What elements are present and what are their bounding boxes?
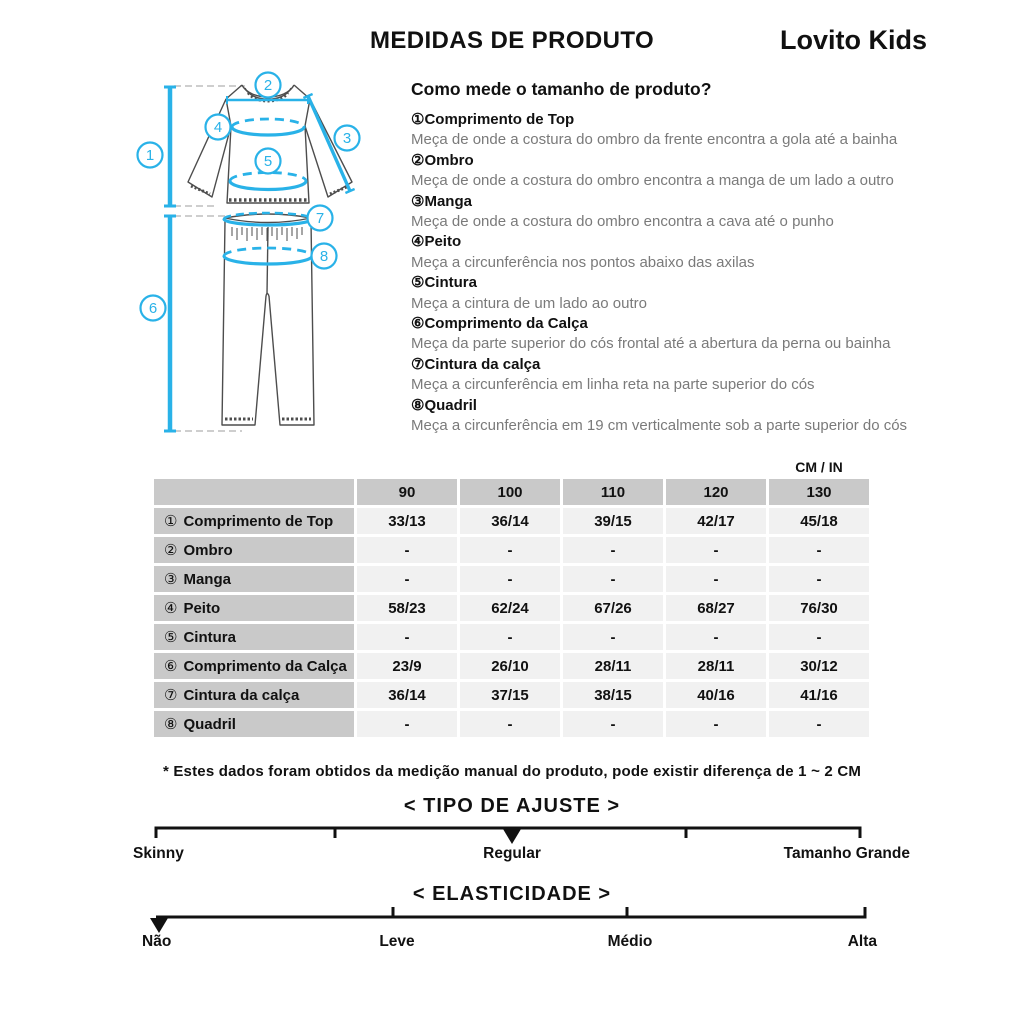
fit-label-regular: Regular — [483, 845, 541, 862]
svg-text:2: 2 — [263, 77, 273, 94]
table-value: 58/23 — [357, 595, 457, 621]
table-value: - — [769, 624, 869, 650]
callout-8 — [312, 244, 337, 269]
size-table — [154, 479, 869, 737]
svg-text:4: 4 — [213, 119, 223, 136]
instruction-label: ⑥Comprimento da Calça — [411, 315, 588, 333]
instruction-item — [411, 355, 971, 396]
table-value: - — [666, 537, 766, 563]
svg-text:5: 5 — [263, 153, 273, 170]
table-value: - — [357, 566, 457, 592]
fit-label-skinny: Skinny — [133, 845, 184, 862]
table-value: 39/15 — [563, 508, 663, 534]
table-value: - — [460, 537, 560, 563]
elasticity-label-leve: Leve — [379, 933, 415, 950]
instruction-label: ④Peito — [411, 233, 462, 251]
instruction-item — [411, 151, 971, 192]
table-value: 28/11 — [666, 653, 766, 679]
fit-scale-title: < TIPO DE AJUSTE > — [403, 795, 621, 817]
table-value: 40/16 — [666, 682, 766, 708]
instruction-item — [411, 110, 971, 151]
pajama-pants-sketch — [222, 214, 314, 425]
instructions-heading: Como mede o tamanho de produto? — [411, 79, 712, 99]
table-value: 26/10 — [460, 653, 560, 679]
table-value: 38/15 — [563, 682, 663, 708]
table-value: 23/9 — [357, 653, 457, 679]
table-value: - — [460, 711, 560, 737]
table-value: - — [563, 711, 663, 737]
svg-text:1: 1 — [145, 147, 155, 164]
table-value: 45/18 — [769, 508, 869, 534]
instruction-item — [411, 396, 971, 437]
row-header: ① Comprimento de Top — [154, 508, 354, 534]
instruction-label: ⑤Cintura — [411, 274, 477, 292]
callout-6 — [141, 296, 166, 321]
elasticity-label-medio: Médio — [607, 933, 653, 950]
instruction-desc: Meça de onde a costura do ombro da frente encontra a gola até a bainha — [411, 131, 898, 149]
fit-marker — [503, 829, 521, 844]
table-value: - — [666, 624, 766, 650]
garment-measurement-diagram — [130, 70, 410, 460]
table-value: 67/26 — [563, 595, 663, 621]
instruction-desc: Meça da parte superior do cós frontal até a abertura da perna ou bainha — [411, 335, 891, 353]
measuring-instructions — [411, 79, 971, 437]
table-value: - — [357, 624, 457, 650]
reference-dashes — [174, 86, 245, 431]
elasticity-scale-line — [156, 907, 865, 917]
elasticity-scale — [140, 905, 920, 939]
column-header: 130 — [769, 479, 869, 505]
column-header: 110 — [563, 479, 663, 505]
row-header: ④ Peito — [154, 595, 354, 621]
table-value: - — [666, 711, 766, 737]
column-header: 120 — [666, 479, 766, 505]
table-value: 30/12 — [769, 653, 869, 679]
table-value: - — [563, 566, 663, 592]
instruction-label: ①Comprimento de Top — [411, 111, 575, 128]
instruction-desc: Meça a circunferência em linha reta na parte superior do cós — [411, 376, 815, 394]
callout-7 — [308, 206, 333, 231]
instruction-item — [411, 192, 971, 233]
callout-3 — [335, 126, 360, 151]
instruction-desc: Meça a cintura de um lado ao outro — [411, 294, 647, 312]
row-header: ⑧ Quadril — [154, 711, 354, 737]
table-value: - — [769, 537, 869, 563]
measurement-disclaimer: * Estes dados foram obtidos da medição manual do produto, pode existir diferença de 1 ~ 2 CM — [162, 763, 862, 780]
table-value: - — [563, 537, 663, 563]
svg-text:8: 8 — [319, 248, 329, 265]
instruction-desc: Meça a circunferência em 19 cm verticalmente sob a parte superior do cós — [411, 417, 908, 435]
table-value: - — [357, 537, 457, 563]
table-value: 33/13 — [357, 508, 457, 534]
table-value: - — [666, 566, 766, 592]
instruction-item — [411, 232, 971, 273]
table-value: - — [769, 566, 869, 592]
table-value: - — [460, 566, 560, 592]
elasticity-label-alta: Alta — [847, 933, 877, 950]
instruction-desc: Meça de onde a costura do ombro encontra a manga de um lado a outro — [411, 172, 894, 190]
instruction-item — [411, 314, 971, 355]
table-corner-cell — [154, 479, 354, 505]
instruction-label: ③Manga — [411, 192, 472, 210]
instruction-desc: Meça de onde a costura do ombro encontra a cava até o punho — [411, 213, 834, 231]
elasticity-scale-title: < ELASTICIDADE > — [412, 883, 612, 905]
callout-5 — [256, 149, 281, 174]
callout-1 — [138, 143, 163, 168]
table-value: - — [563, 624, 663, 650]
row-header: ③ Manga — [154, 566, 354, 592]
row-header: ⑤ Cintura — [154, 624, 354, 650]
column-header: 90 — [357, 479, 457, 505]
table-value: - — [460, 624, 560, 650]
fit-label-tamanho-grande: Tamanho Grande — [783, 845, 910, 862]
table-value: 36/14 — [357, 682, 457, 708]
svg-text:7: 7 — [315, 210, 325, 227]
row-header: ⑥ Comprimento da Calça — [154, 653, 354, 679]
svg-text:3: 3 — [342, 130, 352, 147]
table-value: 28/11 — [563, 653, 663, 679]
table-value: - — [769, 711, 869, 737]
table-value: 41/16 — [769, 682, 869, 708]
page-title: MEDIDAS DE PRODUTO — [369, 27, 655, 54]
instruction-label: ⑧Quadril — [411, 396, 477, 414]
table-value: 37/15 — [460, 682, 560, 708]
row-header: ② Ombro — [154, 537, 354, 563]
callout-4 — [206, 115, 231, 140]
callout-2 — [256, 73, 281, 98]
table-value: 42/17 — [666, 508, 766, 534]
instruction-item — [411, 273, 971, 314]
unit-label: CM / IN — [795, 459, 843, 475]
table-value: 68/27 — [666, 595, 766, 621]
instruction-desc: Meça a circunferência nos pontos abaixo das axilas — [411, 253, 755, 271]
instruction-label: ⑦Cintura da calça — [411, 355, 541, 373]
row-header: ⑦ Cintura da calça — [154, 682, 354, 708]
table-value: 76/30 — [769, 595, 869, 621]
instruction-label: ②Ombro — [411, 151, 474, 169]
column-header: 100 — [460, 479, 560, 505]
table-value: - — [357, 711, 457, 737]
elasticity-marker — [150, 918, 168, 933]
svg-text:6: 6 — [148, 300, 158, 317]
table-value: 62/24 — [460, 595, 560, 621]
table-value: 36/14 — [460, 508, 560, 534]
brand-logo: Lovito Kids — [780, 25, 927, 55]
elasticity-label-nao: Não — [142, 933, 172, 950]
